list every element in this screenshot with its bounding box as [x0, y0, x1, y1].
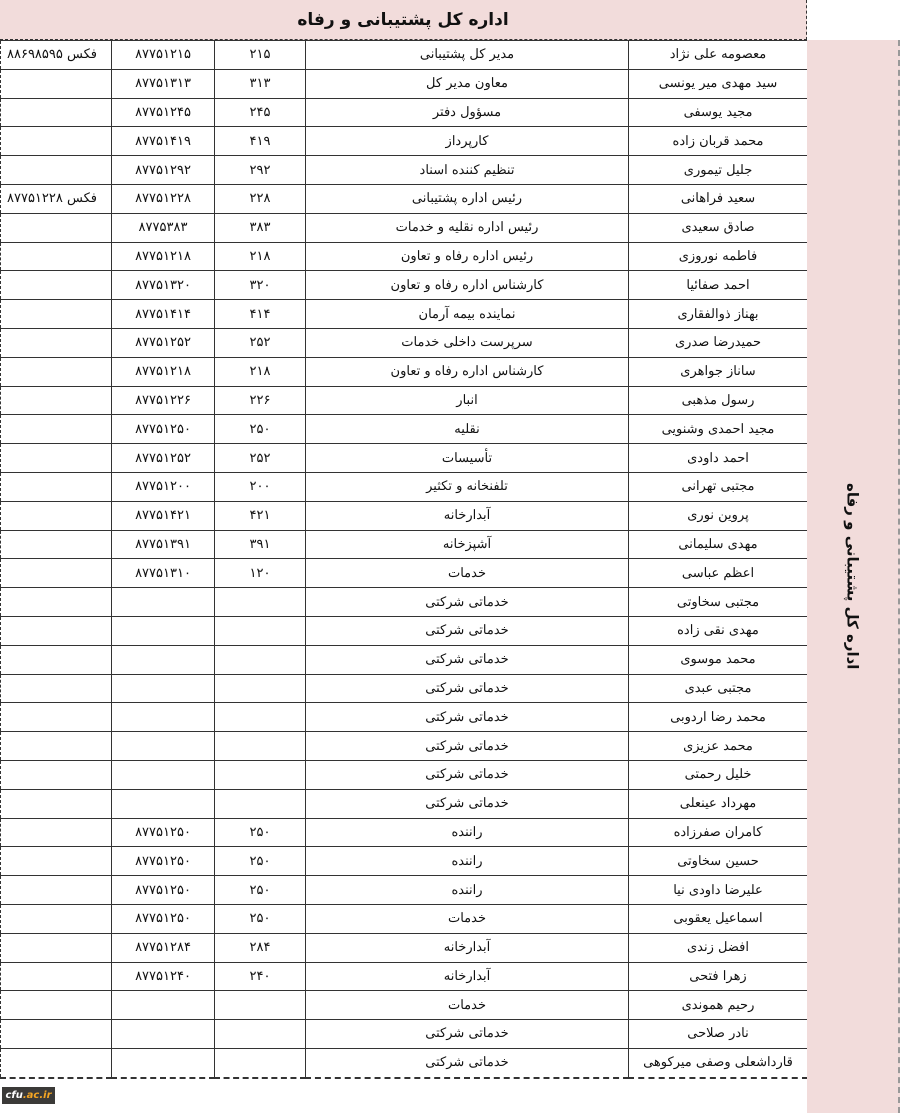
extension-cell: ۲۹۲: [215, 156, 306, 185]
fax-cell: [1, 242, 112, 271]
name-cell: مجید یوسفی: [629, 98, 808, 127]
title-cell: خدماتی شرکتی: [306, 616, 629, 645]
title-cell: انبار: [306, 386, 629, 415]
phone-cell: ۸۷۷۵۱۴۲۱: [112, 501, 215, 530]
extension-cell: ۲۸۴: [215, 933, 306, 962]
title-cell: رئیس اداره رفاه و تعاون: [306, 242, 629, 271]
table-row: [1, 127, 808, 156]
extension-cell: [215, 703, 306, 732]
fax-cell: [1, 933, 112, 962]
name-cell: خلیل رحمتی: [629, 760, 808, 789]
table-row: [1, 300, 808, 329]
title-cell: سرپرست داخلی خدمات: [306, 328, 629, 357]
table-row: [1, 818, 808, 847]
phone-cell: [112, 1048, 215, 1077]
phone-cell: [112, 588, 215, 617]
table-row: [1, 156, 808, 185]
fax-cell: [1, 156, 112, 185]
phone-cell: ۸۷۷۵۱۲۱۵: [112, 41, 215, 70]
name-cell: اعظم عباسی: [629, 559, 808, 588]
phone-cell: [112, 760, 215, 789]
extension-cell: ۲۱۸: [215, 357, 306, 386]
phone-cell: ۸۷۷۵۱۲۵۲: [112, 328, 215, 357]
extension-cell: ۱۲۰: [215, 559, 306, 588]
phone-cell: ۸۷۷۵۱۲۴۰: [112, 962, 215, 991]
name-cell: بهناز ذوالفقاری: [629, 300, 808, 329]
phone-cell: [112, 616, 215, 645]
fax-cell: [1, 213, 112, 242]
title-cell: خدمات: [306, 559, 629, 588]
name-cell: محمد عزیزی: [629, 732, 808, 761]
title-cell: خدماتی شرکتی: [306, 1020, 629, 1049]
title-cell: خدماتی شرکتی: [306, 674, 629, 703]
title-cell: معاون مدیر کل: [306, 69, 629, 98]
phone-cell: [112, 732, 215, 761]
table-row: [1, 1020, 808, 1049]
name-cell: اسماعیل یعقوبی: [629, 904, 808, 933]
title-cell: کارشناس اداره رفاه و تعاون: [306, 271, 629, 300]
phone-cell: ۸۷۷۵۱۲۱۸: [112, 242, 215, 271]
title-cell: رئیس اداره نقلیه و خدمات: [306, 213, 629, 242]
table-row: [1, 760, 808, 789]
extension-cell: ۴۱۴: [215, 300, 306, 329]
directory-table: [0, 40, 808, 1079]
extension-cell: [215, 732, 306, 761]
title-cell: خدماتی شرکتی: [306, 760, 629, 789]
name-cell: مجید احمدی وشنویی: [629, 415, 808, 444]
table-row: [1, 501, 808, 530]
fax-cell: [1, 789, 112, 818]
phone-cell: ۸۷۷۵۳۸۳: [112, 213, 215, 242]
name-cell: حمیدرضا صدری: [629, 328, 808, 357]
name-cell: محمد رضا اردوبی: [629, 703, 808, 732]
title-cell: کارشناس اداره رفاه و تعاون: [306, 357, 629, 386]
fax-cell: [1, 98, 112, 127]
fax-cell: [1, 991, 112, 1020]
phone-cell: ۸۷۷۵۱۳۱۳: [112, 69, 215, 98]
phone-cell: ۸۷۷۵۱۳۹۱: [112, 530, 215, 559]
watermark-part1: cfu: [5, 1090, 23, 1101]
table-row: [1, 588, 808, 617]
table-row: [1, 674, 808, 703]
table-row: [1, 645, 808, 674]
title-cell: نقلیه: [306, 415, 629, 444]
fax-cell: [1, 300, 112, 329]
extension-cell: [215, 616, 306, 645]
table-row: [1, 789, 808, 818]
extension-cell: ۲۵۰: [215, 847, 306, 876]
name-cell: احمد داودی: [629, 444, 808, 473]
phone-cell: ۸۷۷۵۱۳۲۰: [112, 271, 215, 300]
title-cell: مسؤول دفتر: [306, 98, 629, 127]
fax-cell: [1, 645, 112, 674]
title-cell: خدماتی شرکتی: [306, 789, 629, 818]
extension-cell: ۲۵۰: [215, 818, 306, 847]
name-cell: رسول مذهبی: [629, 386, 808, 415]
extension-cell: ۲۴۵: [215, 98, 306, 127]
table-row: [1, 559, 808, 588]
fax-cell: [1, 703, 112, 732]
title-cell: آشپزخانه: [306, 530, 629, 559]
fax-cell: [1, 530, 112, 559]
title-cell: خدماتی شرکتی: [306, 703, 629, 732]
phone-cell: ۸۷۷۵۱۲۲۶: [112, 386, 215, 415]
table-row: [1, 472, 808, 501]
directory-body: [1, 41, 808, 1078]
fax-cell: [1, 616, 112, 645]
fax-cell: [1, 271, 112, 300]
watermark-part2: .ac.ir: [22, 1090, 52, 1101]
table-row: [1, 415, 808, 444]
name-cell: پروین نوری: [629, 501, 808, 530]
fax-cell: [1, 127, 112, 156]
title-cell: خدماتی شرکتی: [306, 732, 629, 761]
table-row: [1, 98, 808, 127]
phone-cell: ۸۷۷۵۱۲۵۰: [112, 415, 215, 444]
name-cell: مهرداد عینعلی: [629, 789, 808, 818]
fax-cell: [1, 876, 112, 905]
extension-cell: ۳۸۳: [215, 213, 306, 242]
corner-blank: [807, 0, 900, 40]
title-cell: خدماتی شرکتی: [306, 1048, 629, 1077]
name-cell: افضل زندی: [629, 933, 808, 962]
table-row: [1, 616, 808, 645]
name-cell: مجتبی تهرانی: [629, 472, 808, 501]
fax-cell: [1, 674, 112, 703]
fax-cell: [1, 732, 112, 761]
phone-cell: ۸۷۷۵۱۴۱۴: [112, 300, 215, 329]
table-row: [1, 703, 808, 732]
table-row: [1, 386, 808, 415]
fax-cell: [1, 444, 112, 473]
extension-cell: ۲۵۲: [215, 328, 306, 357]
title-cell: آبدارخانه: [306, 933, 629, 962]
table-row: [1, 242, 808, 271]
extension-cell: [215, 588, 306, 617]
phone-cell: ۸۷۷۵۱۴۱۹: [112, 127, 215, 156]
side-label-text: اداره کل پشتیبانی و رفاه: [843, 483, 862, 670]
table-row: [1, 991, 808, 1020]
extension-cell: ۲۵۲: [215, 444, 306, 473]
name-cell: زهرا فتحی: [629, 962, 808, 991]
phone-cell: ۸۷۷۵۱۲۹۲: [112, 156, 215, 185]
extension-cell: ۲۱۵: [215, 41, 306, 70]
name-cell: مجتبی سخاوتی: [629, 588, 808, 617]
phone-cell: [112, 789, 215, 818]
phone-cell: ۸۷۷۵۱۲۵۰: [112, 904, 215, 933]
table-row: [1, 876, 808, 905]
title-cell: مدیر کل پشتیبانی: [306, 41, 629, 70]
table-row: [1, 41, 808, 70]
extension-cell: [215, 674, 306, 703]
title-cell: خدمات: [306, 991, 629, 1020]
extension-cell: ۴۱۹: [215, 127, 306, 156]
extension-cell: ۴۲۱: [215, 501, 306, 530]
fax-cell: [1, 962, 112, 991]
fax-cell: [1, 588, 112, 617]
phone-cell: ۸۷۷۵۱۲۵۲: [112, 444, 215, 473]
phone-cell: ۸۷۷۵۱۲۴۵: [112, 98, 215, 127]
title-cell: آبدارخانه: [306, 501, 629, 530]
phone-cell: ۸۷۷۵۱۲۵۰: [112, 876, 215, 905]
name-cell: احمد صفائیا: [629, 271, 808, 300]
fax-cell: [1, 818, 112, 847]
table-row: [1, 271, 808, 300]
extension-cell: ۲۱۸: [215, 242, 306, 271]
table-row: [1, 444, 808, 473]
title-cell: تنظیم کننده اسناد: [306, 156, 629, 185]
title-cell: راننده: [306, 847, 629, 876]
table-row: [1, 184, 808, 213]
title-cell: خدماتی شرکتی: [306, 588, 629, 617]
fax-cell: [1, 328, 112, 357]
extension-cell: [215, 1048, 306, 1077]
title-cell: تلفنخانه و تکثیر: [306, 472, 629, 501]
fax-cell: [1, 904, 112, 933]
name-cell: محمد موسوی: [629, 645, 808, 674]
extension-cell: ۳۹۱: [215, 530, 306, 559]
phone-cell: [112, 645, 215, 674]
phone-cell: [112, 1020, 215, 1049]
extension-cell: [215, 789, 306, 818]
name-cell: قارداشعلی وصفی میرکوهی: [629, 1048, 808, 1077]
extension-cell: ۲۵۰: [215, 904, 306, 933]
table-row: [1, 933, 808, 962]
phone-cell: [112, 703, 215, 732]
extension-cell: [215, 991, 306, 1020]
extension-cell: [215, 1020, 306, 1049]
name-cell: نادر صلاحی: [629, 1020, 808, 1049]
title-cell: تأسیسات: [306, 444, 629, 473]
fax-cell: [1, 1048, 112, 1077]
fax-cell: فکس ۸۷۷۵۱۲۲۸: [1, 184, 112, 213]
page-title: اداره کل پشتیبانی و رفاه: [297, 9, 509, 30]
name-cell: معصومه علی نژاد: [629, 41, 808, 70]
fax-cell: [1, 559, 112, 588]
extension-cell: ۲۵۰: [215, 876, 306, 905]
fax-cell: [1, 69, 112, 98]
page-title-bar: [0, 0, 807, 40]
title-cell: راننده: [306, 818, 629, 847]
name-cell: سید مهدی میر یونسی: [629, 69, 808, 98]
phone-cell: ۸۷۷۵۱۲۰۰: [112, 472, 215, 501]
fax-cell: [1, 847, 112, 876]
name-cell: سعید فراهانی: [629, 184, 808, 213]
title-cell: کارپرداز: [306, 127, 629, 156]
title-cell: نماینده بیمه آرمان: [306, 300, 629, 329]
name-cell: صادق سعیدی: [629, 213, 808, 242]
side-department-label: [807, 40, 900, 1113]
fax-cell: [1, 357, 112, 386]
extension-cell: ۳۲۰: [215, 271, 306, 300]
table-row: [1, 328, 808, 357]
extension-cell: ۲۰۰: [215, 472, 306, 501]
phone-cell: [112, 991, 215, 1020]
name-cell: رحیم هموندی: [629, 991, 808, 1020]
phone-cell: ۸۷۷۵۱۲۱۸: [112, 357, 215, 386]
phone-cell: ۸۷۷۵۱۳۱۰: [112, 559, 215, 588]
fax-cell: [1, 472, 112, 501]
phone-cell: ۸۷۷۵۱۲۵۰: [112, 847, 215, 876]
extension-cell: ۲۲۸: [215, 184, 306, 213]
table-row: [1, 847, 808, 876]
title-cell: خدمات: [306, 904, 629, 933]
name-cell: ساناز جواهری: [629, 357, 808, 386]
table-row: [1, 962, 808, 991]
extension-cell: ۲۵۰: [215, 415, 306, 444]
table-row: [1, 213, 808, 242]
table-row: [1, 69, 808, 98]
phone-cell: ۸۷۷۵۱۲۲۸: [112, 184, 215, 213]
extension-cell: [215, 760, 306, 789]
name-cell: فاطمه نوروزی: [629, 242, 808, 271]
name-cell: علیرضا داودی نیا: [629, 876, 808, 905]
name-cell: جلیل تیموری: [629, 156, 808, 185]
extension-cell: [215, 645, 306, 674]
fax-cell: [1, 1020, 112, 1049]
extension-cell: ۲۴۰: [215, 962, 306, 991]
name-cell: کامران صفرزاده: [629, 818, 808, 847]
name-cell: مهدی سلیمانی: [629, 530, 808, 559]
name-cell: مهدی نقی زاده: [629, 616, 808, 645]
table-row: [1, 1048, 808, 1077]
phone-cell: ۸۷۷۵۱۲۵۰: [112, 818, 215, 847]
phone-cell: [112, 674, 215, 703]
fax-cell: [1, 760, 112, 789]
title-cell: خدماتی شرکتی: [306, 645, 629, 674]
name-cell: مجتبی عبدی: [629, 674, 808, 703]
fax-cell: [1, 501, 112, 530]
table-row: [1, 530, 808, 559]
fax-cell: [1, 386, 112, 415]
title-cell: آبدارخانه: [306, 962, 629, 991]
name-cell: محمد قربان زاده: [629, 127, 808, 156]
name-cell: حسین سخاوتی: [629, 847, 808, 876]
extension-cell: ۲۲۶: [215, 386, 306, 415]
table-row: [1, 732, 808, 761]
title-cell: راننده: [306, 876, 629, 905]
title-cell: رئیس اداره پشتیبانی: [306, 184, 629, 213]
table-row: [1, 904, 808, 933]
watermark-logo: [2, 1087, 55, 1104]
fax-cell: [1, 415, 112, 444]
fax-cell: فکس ۸۸۶۹۸۵۹۵: [1, 41, 112, 70]
table-row: [1, 357, 808, 386]
phone-cell: ۸۷۷۵۱۲۸۴: [112, 933, 215, 962]
extension-cell: ۳۱۳: [215, 69, 306, 98]
